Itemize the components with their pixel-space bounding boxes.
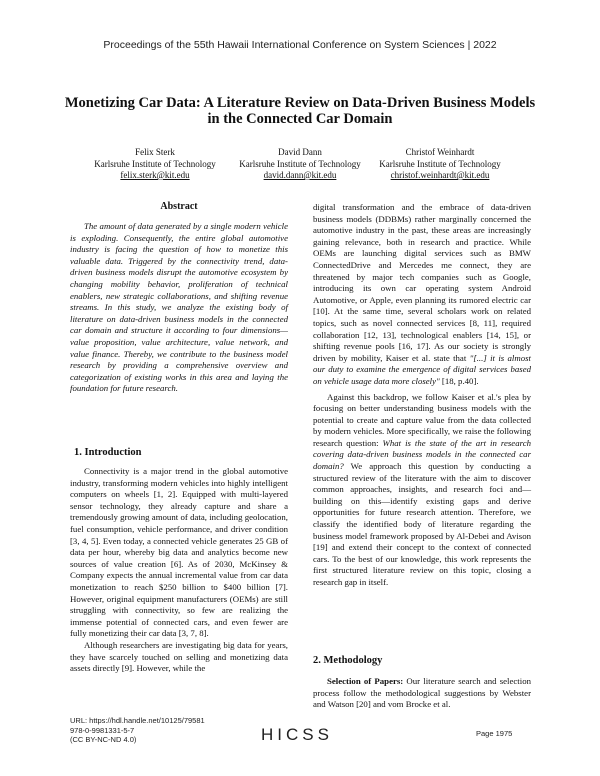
introduction-heading: 1. Introduction [74, 447, 142, 458]
kaiser-quote: "[...] it is almost our duty to examine the emergence of digital services based on vehicle usage data more closely" [313, 352, 531, 386]
introduction-paragraph-1: Connectivity is a major trend in the global automotive industry, transforming modern vehicles into highly intelligent computers on wheels [1, 2]. Equipped with multi-layered sensor technology, they already capture and share a tremendously growing amount of data, including geolocation, fuel consumption, vehicle performance, and driver condition [3, 4, 5]. Even today, a connected vehicle generates 25 GB of data per hour, whereby big data and analytics become new sources of value creation [6]. As of 2030, McKinsey & Company expects the annual incremental value from car data monetization to reach $250 billion to $400 billion [7]. However, original equipment manufacturers (OEMs) are still struggling with connectivity, so few are realizing the immense potential of connected cars, and even fewer are fully monetizing their car data [3, 7, 8]. [70, 466, 288, 639]
right-column-body [313, 202, 531, 589]
introduction-body [70, 466, 288, 675]
paper-title [40, 95, 560, 127]
footer-url[interactable]: URL: https://hdl.handle.net/10125/79581 [70, 716, 205, 725]
author-affiliation: Karlsruhe Institute of Technology [94, 158, 216, 169]
proceedings-header: Proceedings of the 55th Hawaii International Conference on System Sciences | 2022 [103, 39, 497, 51]
footer-license: (CC BY-NC-ND 4.0) [70, 735, 137, 744]
footer-info [70, 716, 205, 745]
author-name: Felix Sterk [135, 147, 175, 157]
author-affiliation: Karlsruhe Institute of Technology [239, 158, 361, 169]
author-email-link[interactable]: david.dann@kit.edu [263, 170, 337, 180]
author-name: Christof Weinhardt [405, 147, 475, 157]
title-line-1: Monetizing Car Data: A Literature Review on Data-Driven Business Models [64, 95, 536, 111]
methodology-heading: 2. Methodology [313, 655, 383, 666]
author-email-link[interactable]: felix.sterk@kit.edu [120, 170, 190, 180]
title-line-2: in the Connected Car Domain [207, 111, 393, 127]
introduction-paragraph-2: Although researchers are investigating big data for years, they have scarcely touched on selling and monetizing data assets directly [9]. However, while the [70, 639, 288, 674]
abstract-text: The amount of data generated by a single modern vehicle is exploding. Consequently, the entire global automotive industry is facing the question of how to monetize this valuable data. Triggered by the connectivity trend, data-driven business models disrupt the automotive ecosystem by changing mobility behavior, proliferation of technical enablers, new strategic collaborations, and shifting revenue streams. In this study, we analyze the existing body of literature on data-driven business models in the connected car domain and structure it according to four dimensions—value proposition, value architecture, value network, and value finance. Thereby, we contribute to the business model research by providing a comprehensive overview and categorization of existing works in this area and laying the foundation for future research. [70, 221, 288, 394]
hicss-logo: HICSS [261, 725, 333, 744]
research-question: What is the state of the art in research covering data-driven business models in the connected car domain? [313, 437, 532, 472]
author-block-3 [355, 147, 525, 182]
methodology-body [313, 676, 531, 711]
right-paragraph-2: Against this backdrop, we follow Kaiser et al.'s plea by focusing on better understanding business models with the potential to create and capture value from the data collected by modern vehicles. More specifically, we raise the following research question: What is the state of the art in research covering data-driven business models in the connected car domain? We approach this question by conducting a structured review of the literature with the aim to discover common approaches, insights, and research foci and—building on this—identify existing gaps and derive opportunities for future research attention. Therefore, we classify the identified body of literature regarding the business model framework proposed by Al-Debei and Avison [19] and extend their concept to the context of connected cars. To the best of our knowledge, this work represents the first structured literature review on this topic, closing a research gap in itself. [313, 391, 532, 587]
selection-label: Selection of Papers: [327, 676, 404, 686]
author-name: David Dann [278, 147, 322, 157]
right-paragraph-1: digital transformation and the embrace of data-driven business models (DDBMs) rather marginally concerned the automotive industry in the past, these areas are increasingly gaining relevance, both in research and practice. While OEMs are launching digital services such as BMW ConnectedDrive and Mercedes me connect, they are threatened by major tech companies such as Google, introducing its own car operating system Android Automotive, or Apple, even planning its rumored electric car [10]. At the same time, several scholars work on related topics, such as novel connected services [8, 11], required collaboration [12, 13], technological enablers [14, 15], or shifting revenue pools [16, 17]. As our society is strongly driven by mobility, Kaiser et al. state that "[...] it is almost our duty to examine the emergence of digital services based on vehicle usage data more closely" [18, p.40]. [313, 202, 531, 386]
selection-paragraph: Selection of Papers: Our literature search and selection process follow the methodological suggestions by Webster and Watson [20] and vom Brocke et al. [313, 676, 531, 710]
author-email-link[interactable]: christof.weinhardt@kit.edu [390, 170, 490, 180]
abstract-heading: Abstract [160, 201, 198, 212]
footer-isbn: 978-0-9981331-5-7 [70, 725, 135, 735]
author-affiliation: Karlsruhe Institute of Technology [379, 158, 501, 169]
page-number: Page 1975 [476, 729, 513, 738]
